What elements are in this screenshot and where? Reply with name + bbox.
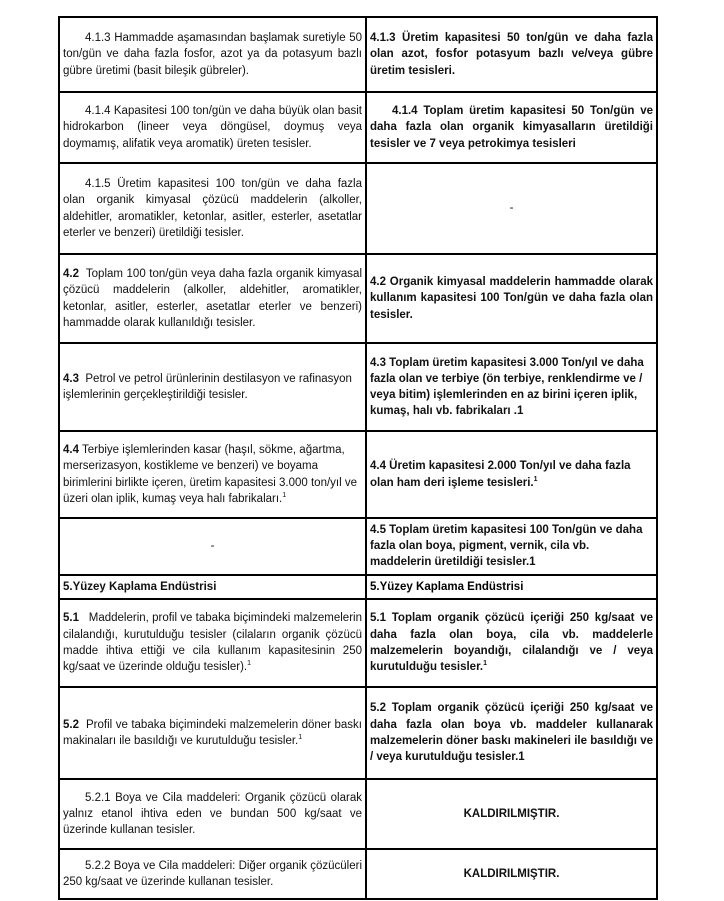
item-number: 4.2	[63, 268, 79, 281]
old-text-cell: 4.1.3 Hammadde aşamasından başlamak suretiyle 50 ton/gün ve daha fazla fosfor, azot ya da potasyum bazlı gübre üretimi (basit bileşik gübreler).	[59, 17, 366, 92]
footnote-mark: 1	[298, 733, 303, 741]
new-text-cell: 4.2 Organik kimyasal maddelerin hammadde olarak kullanım kapasitesi 100 Ton/gün ve daha fazla olan tesisler.	[366, 254, 657, 343]
item-number: 5.2	[63, 718, 79, 731]
section-header-row	[59, 575, 657, 599]
table-row	[59, 17, 657, 92]
old-text-cell: 4.3 Petrol ve petrol ürünlerinin destilasyon ve rafinasyon işlemlerinin gerçekleştirildiği tesisler.	[59, 343, 366, 431]
old-text-cell: 4.1.4 Kapasitesi 100 ton/gün ve daha büyük olan basit hidrokarbon (lineer veya döngüsel, doymuş veya doymamış, alifatik veya aromatik) üreten tesisler.	[59, 92, 366, 163]
new-text-cell: 4.4 Üretim kapasitesi 2.000 Ton/yıl ve daha fazla olan ham deri işleme tesisleri.$^1$	[366, 431, 657, 518]
table-row	[59, 518, 657, 575]
footnote-mark: 1	[282, 491, 287, 499]
table-row	[59, 254, 657, 343]
old-text-cell: 4.4 Terbiye işlemlerinden kasar (haşıl, sökme, ağartma, merserizasyon, kostikleme ve benzeri) ve boyama birimlerini birlikte içeren, üretim kapasitesi 3.000 ton/yıl ve üzeri olan iplik, kumaş veya halı fabrikaları.$^1$	[59, 431, 366, 518]
footnote-mark: 1	[483, 660, 488, 668]
item-number: 4.3	[63, 372, 79, 385]
item-number: 4.4	[63, 444, 79, 457]
old-text-cell: 5.2.2 Boya ve Cila maddeleri: Diğer organik çözücüleri 250 kg/saat ve üzerinde kullanan tesisler.	[59, 849, 366, 899]
old-text-cell: 4.2 Toplam 100 ton/gün veya daha fazla organik kimyasal çözücü maddelerin (alkoller, aldehitler, aromatikler, ketonlar, asitler, esterler, asetatlar eterler ve benzeri) hammadde olarak kullanıldığı tesisler.	[59, 254, 366, 343]
new-text-cell: 4.1.3 Üretim kapasitesi 50 ton/gün ve daha fazla olan azot, fosfor potasyum bazlı ve/veya gübre üretim tesisleri.	[366, 17, 657, 92]
table-row	[59, 343, 657, 431]
new-text-cell: 5.1 Toplam organik çözücü içeriği 250 kg/saat ve daha fazla olan boya, cila vb. maddelerle malzemelerin boyandığı, cilalandığı ve / veya kurutulduğu tesisler.$^1$	[366, 599, 657, 687]
old-text-cell: 5.2 Profil ve tabaka biçimindeki malzemelerin döner baskı makinaları ile basıldığı ve kurutulduğu tesisler.$^1$	[59, 687, 366, 779]
footnote-mark: 1	[533, 475, 538, 483]
new-text-cell: 4.5 Toplam üretim kapasitesi 100 Ton/gün ve daha fazla olan boya, pigment, vernik, cila vb. maddelerin üretildiği tesisler.1	[366, 518, 657, 575]
old-text-cell: -	[59, 518, 366, 575]
table-row	[59, 687, 657, 779]
table-row	[59, 92, 657, 163]
table-row	[59, 431, 657, 518]
new-text-cell: 4.1.4 Toplam üretim kapasitesi 50 Ton/gün ve daha fazla olan organik kimyasalların üretildiği tesisler ve 7 veya petrokimya tesisleri	[366, 92, 657, 163]
table-row	[59, 849, 657, 899]
new-text-cell: 4.3 Toplam üretim kapasitesi 3.000 Ton/yıl ve daha fazla olan ve terbiye (ön terbiye, renklendirme ve / veya bitim) işlemlerinden en az birini içeren iplik, kumaş, halı vb. fabrikaları .1	[366, 343, 657, 431]
new-text-cell: -	[366, 163, 657, 254]
table-row	[59, 779, 657, 849]
section-title: 5.Yüzey Kaplama Endüstrisi	[366, 575, 657, 599]
removed-label: KALDIRILMIŞTIR.	[366, 849, 657, 899]
new-text-cell: 5.2 Toplam organik çözücü içeriği 250 kg/saat ve daha fazla olan boya vb. maddeler kullanarak malzemelerin döner baskı makineleri ile basıldığı ve / veya kurutulduğu tesisler.1	[366, 687, 657, 779]
section-title: 5.Yüzey Kaplama Endüstrisi	[59, 575, 366, 599]
table-row	[59, 599, 657, 687]
old-text-cell: 4.1.5 Üretim kapasitesi 100 ton/gün ve daha fazla olan organik kimyasal çözücü maddelerin (alkoller, aldehitler, aromatikler, ketonlar, asitler, esterler, asetatlar eterler ve benzeri) üretildiği tesisler.	[59, 163, 366, 254]
old-text-cell: 5.2.1 Boya ve Cila maddeleri: Organik çözücü olarak yalnız etanol ihtiva eden ve bundan 500 kg/saat ve üzerinde kullanan tesisler.	[59, 779, 366, 849]
comparison-table	[58, 16, 658, 900]
footnote-mark: 1	[247, 660, 252, 668]
item-number: 5.1	[63, 612, 79, 625]
removed-label: KALDIRILMIŞTIR.	[366, 779, 657, 849]
table-row	[59, 163, 657, 254]
old-text-cell: 5.1 Maddelerin, profil ve tabaka biçimindeki malzemelerin cilalandığı, kurutulduğu tesisler (cilaların organik çözücü madde ihtiva ettiği ve cila kullanım kapasitesinin 250 kg/saat ve üzerinde olduğu tesisler).$^1$	[59, 599, 366, 687]
